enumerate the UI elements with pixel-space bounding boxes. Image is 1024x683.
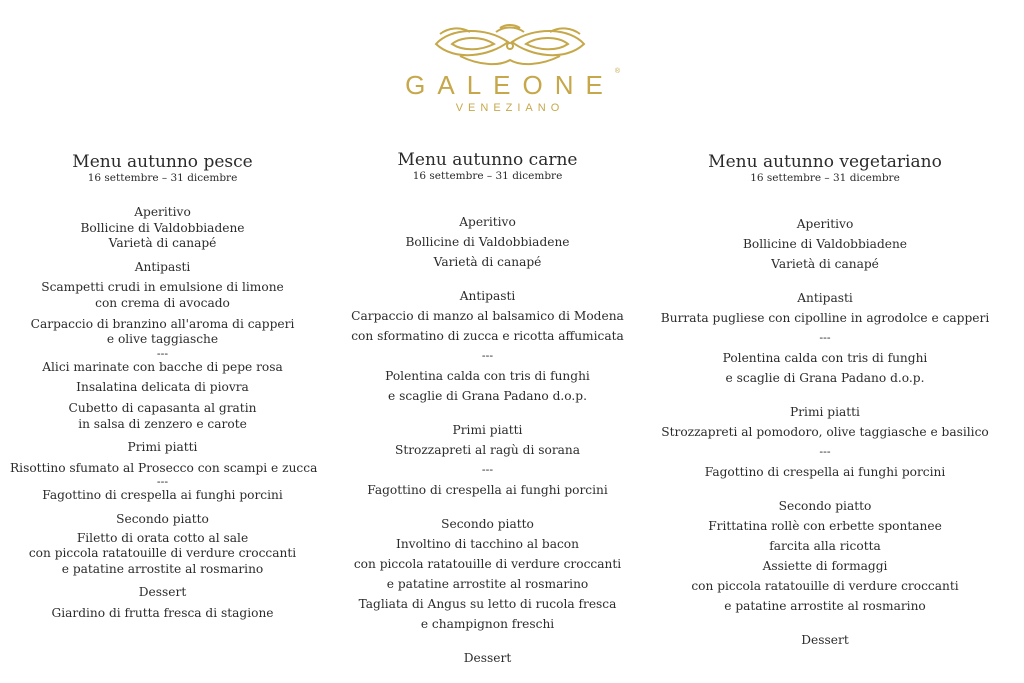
menu-period: 16 settembre – 31 dicembre — [87, 172, 238, 184]
dish-line: Fagottino di crespella ai funghi porcini — [704, 465, 946, 479]
dish-line: Assiette di formaggi — [762, 559, 888, 573]
dish-line: Bollicine di Valdobbiadene — [742, 237, 908, 251]
dish-line: con piccola ratatouille di verdure croccanti — [28, 546, 297, 561]
section-aperitivo — [335, 212, 640, 272]
dish-line: e patatine arrostite al rosmarino — [386, 577, 589, 591]
dish-line: Alici marinate con bacche di pepe rosa — [42, 359, 283, 374]
section-aperitivo — [10, 205, 315, 252]
menu-title: Menu autunno carne — [397, 150, 578, 170]
dish-line: e scaglie di Grana Padano d.o.p. — [725, 371, 925, 385]
section-title: Antipasti — [459, 289, 516, 303]
separator: --- — [156, 346, 169, 360]
menu-title: Menu autunno vegetariano — [708, 152, 942, 172]
dish-line: Cubetto di capasanta al gratin — [68, 400, 257, 415]
dish-line: Polentina calda con tris di funghi — [722, 351, 928, 365]
section-title: Aperitivo — [459, 215, 516, 229]
dish-line: Carpaccio di branzino all'aroma di capperi — [30, 316, 295, 331]
venetian-mask-icon — [430, 22, 590, 70]
section-secondo — [335, 514, 640, 634]
separator: --- — [156, 475, 169, 489]
brand-name: GALEONE ® — [405, 68, 620, 100]
dish-line: e champignon freschi — [420, 617, 555, 631]
dish-line: Strozzapreti al ragù di sorana — [394, 443, 581, 457]
menu-carne — [335, 150, 640, 682]
section-title: Secondo piatto — [441, 517, 534, 531]
section-title: Antipasti — [797, 291, 853, 305]
dish-line: Tagliata di Angus su letto di rucola fresca — [358, 597, 617, 611]
section-title: Secondo piatto — [778, 499, 872, 513]
dish-line: e scaglie di Grana Padano d.o.p. — [388, 389, 587, 403]
dish-line: in salsa di zenzero e carote — [78, 416, 247, 431]
dish-line: Fagottino di crespella ai funghi porcini — [367, 483, 608, 497]
dish-line: Burrata pugliese con cipolline in agrodolce e capperi — [660, 311, 990, 325]
separator: --- — [481, 349, 494, 362]
dish-line: Bollicine di Valdobbiadene — [80, 220, 245, 235]
section-title: Dessert — [138, 585, 187, 600]
dish-line: Strozzapreti al pomodoro, olive taggiasche e basilico — [661, 425, 989, 439]
dish-line: con sformatino di zucca e ricotta affumicata — [351, 329, 624, 343]
section-antipasti — [660, 288, 990, 388]
dish-line: Frittatina rollè con erbette spontanee — [708, 519, 942, 533]
section-title: Primi piatti — [452, 423, 523, 437]
section-dessert — [10, 585, 315, 621]
menu-pesce — [10, 152, 318, 629]
dish-line: Varietà di canapé — [433, 255, 542, 269]
section-antipasti — [335, 286, 640, 406]
dish-line: Polentina calda con tris di funghi — [385, 369, 590, 383]
separator: --- — [819, 331, 831, 344]
menu-period: 16 settembre – 31 dicembre — [750, 172, 900, 184]
dish-line: Giardino di frutta fresca di stagione — [51, 605, 274, 620]
section-title: Aperitivo — [796, 217, 854, 231]
menu-period: 16 settembre – 31 dicembre — [412, 170, 563, 182]
section-title: Dessert — [801, 633, 849, 647]
section-primi — [10, 440, 318, 504]
section-antipasti — [10, 260, 315, 432]
section-title: Secondo piatto — [116, 511, 209, 526]
dish-line: e patatine arrostite al rosmarino — [61, 561, 264, 576]
section-aperitivo — [660, 214, 990, 274]
section-title: Primi piatti — [790, 405, 860, 419]
menu-title: Menu autunno pesce — [72, 152, 253, 172]
dish-line: con crema di avocado — [95, 295, 230, 310]
dish-line: Bollicine di Valdobbiadene — [405, 235, 570, 249]
section-title: Aperitivo — [134, 205, 191, 219]
dish-line: con piccola ratatouille di verdure croccanti — [691, 579, 959, 593]
section-primi — [335, 420, 640, 500]
dish-line: Involtino di tacchino al bacon — [396, 537, 579, 551]
dish-line: Fagottino di crespella ai funghi porcini — [42, 488, 283, 503]
section-title: Primi piatti — [127, 440, 198, 455]
section-primi — [660, 402, 990, 482]
section-title: Dessert — [463, 651, 512, 665]
dish-line: Filetto di orata cotto al sale — [76, 530, 249, 545]
dish-line: Varietà di canapé — [771, 257, 879, 271]
section-dessert — [660, 630, 990, 650]
dish-line: Insalatina delicata di piovra — [76, 380, 249, 395]
section-secondo — [10, 512, 315, 577]
section-dessert — [335, 648, 640, 668]
dish-line: Scampetti crudi in emulsione di limone — [41, 280, 284, 295]
menu-vegetariano — [660, 152, 990, 664]
section-secondo — [660, 496, 990, 616]
galeone-logo — [380, 22, 640, 122]
dish-line: e olive taggiasche — [106, 332, 219, 347]
separator: --- — [819, 445, 831, 458]
dish-line: con piccola ratatouille di verdure croccanti — [353, 557, 622, 571]
dish-line: e patatine arrostite al rosmarino — [724, 599, 926, 613]
brand-subtitle: VENEZIANO — [455, 102, 565, 114]
dish-line: farcita alla ricotta — [769, 539, 881, 553]
dish-line: Carpaccio di manzo al balsamico di Modena — [351, 309, 624, 323]
dish-line: Varietà di canapé — [108, 236, 217, 251]
dish-line: Risottino sfumato al Prosecco con scampi e zucca — [10, 460, 318, 475]
section-title: Antipasti — [134, 259, 191, 274]
separator: --- — [481, 463, 494, 476]
